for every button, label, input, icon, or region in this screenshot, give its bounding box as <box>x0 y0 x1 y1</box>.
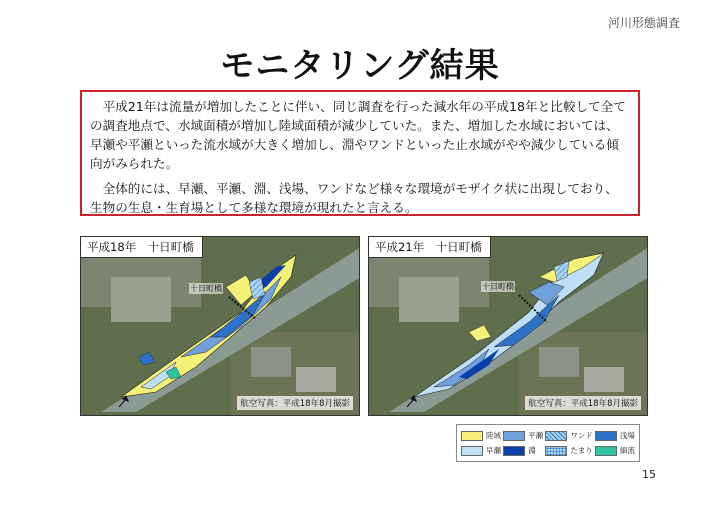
legend-swatch <box>595 431 617 441</box>
legend-item <box>595 443 635 458</box>
page-number: 15 <box>642 468 656 481</box>
map-panel-h21 <box>368 236 648 416</box>
summary-box <box>80 90 640 216</box>
legend-label: 淵 <box>528 446 536 455</box>
aerial-map-h18 <box>81 237 360 416</box>
legend-label: 細流 <box>619 446 635 455</box>
header-tag: 河川形態調査 <box>607 16 680 30</box>
bridge-label: 十日町橋 <box>190 284 222 293</box>
page-title: モニタリング結果 <box>220 46 500 86</box>
legend-item <box>461 443 501 458</box>
legend-item <box>503 443 543 458</box>
legend-swatch <box>595 446 617 456</box>
map-panel-h18 <box>80 236 360 416</box>
legend-label: たまり <box>570 446 593 455</box>
legend-label: 早瀬 <box>486 446 501 455</box>
photo-credit: 航空写真：平成18年8月撮影 <box>237 396 353 410</box>
aerial-map-h21 <box>369 237 648 416</box>
legend-item <box>545 443 593 458</box>
legend-label: 平瀬 <box>528 431 544 440</box>
legend-item <box>503 428 543 443</box>
legend-swatch <box>461 446 483 456</box>
legend-item <box>461 428 501 443</box>
legend-item <box>595 428 635 443</box>
summary-paragraph-2: 全体的には、早瀬、平瀬、淵、浅場、ワンドなど様々な環境がモザイク状に出現しており、生物の生息・生育場として多様な環境が現れたと言える。 <box>90 181 618 215</box>
summary-paragraph-1: 平成21年は流量が増加したことに伴い、同じ調査を行った減水年の平成18年と比較して全ての調査地点で、水域面積が増加し陸域面積が減少していた。また、増加した水域においては、早瀬や平瀬といった流水域が大きく増加し、淵やワンドといった止水域がやや減少している傾向がみられた。 <box>90 99 626 171</box>
legend-item <box>545 428 593 443</box>
legend-label: 陸域 <box>486 431 501 440</box>
legend-swatch <box>545 431 567 441</box>
panel-label: 平成21年 十日町橋 <box>369 237 491 258</box>
legend-swatch <box>545 446 567 456</box>
legend <box>456 424 640 462</box>
legend-swatch <box>461 431 483 441</box>
legend-swatch <box>503 431 525 441</box>
legend-label: ワンド <box>570 431 593 440</box>
panel-label: 平成18年 十日町橋 <box>81 237 203 258</box>
legend-swatch <box>503 446 525 456</box>
photo-credit: 航空写真：平成18年8月撮影 <box>525 396 641 410</box>
bridge-label: 十日町橋 <box>482 282 514 291</box>
legend-label: 浅場 <box>619 431 635 440</box>
